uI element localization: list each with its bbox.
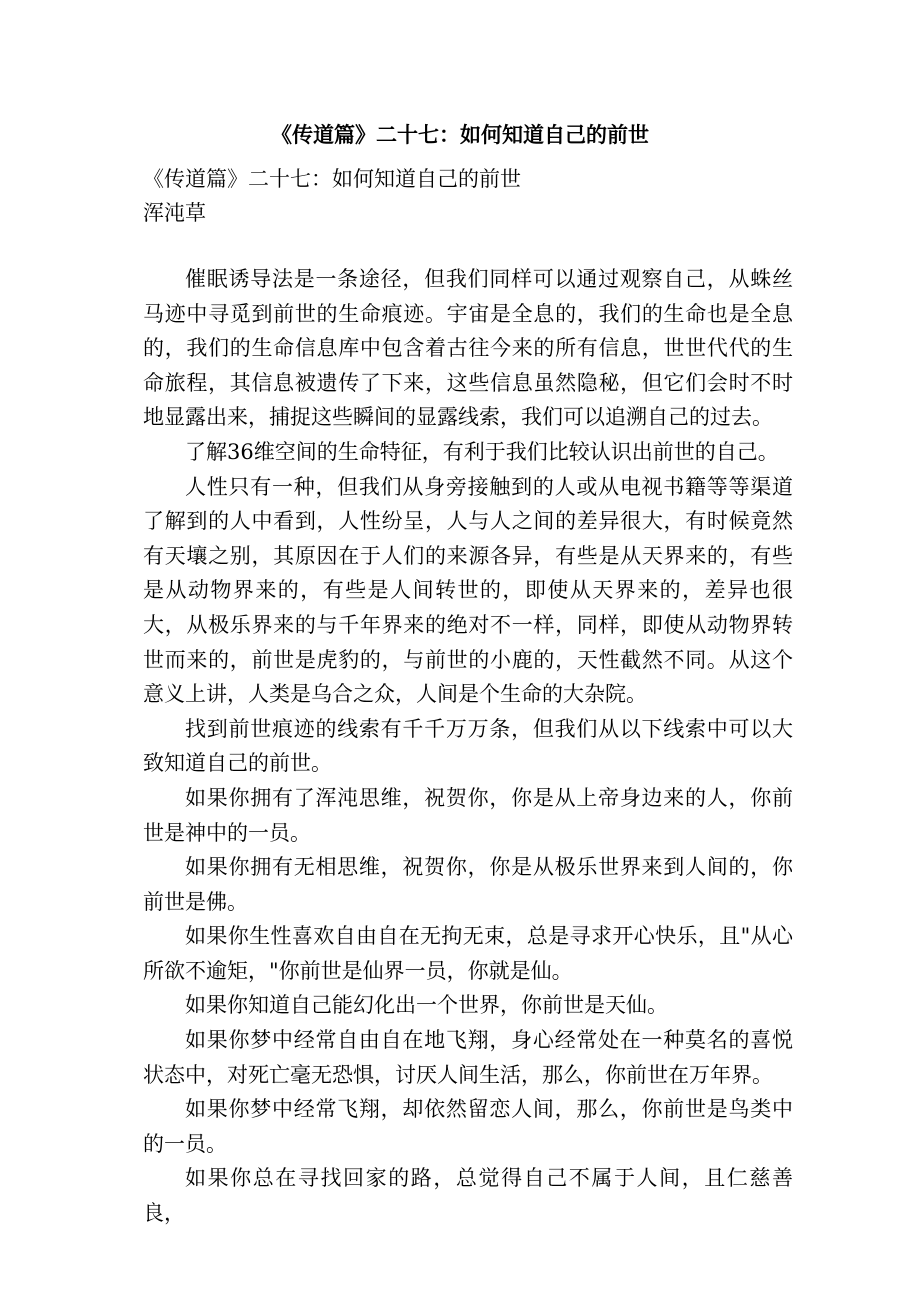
- author-name: 浑沌草: [143, 201, 206, 225]
- document-subtitle: 《传道篇》二十七：如何知道自己的前世: [143, 167, 521, 191]
- paragraph-8: 如果你知道自己能幻化出一个世界，你前世是天仙。: [185, 993, 668, 1018]
- paragraph-3: 人性只有一种，但我们从身旁接触到的人或从电视书籍等等渠道了解到的人中看到，人性纷呈，人与人之间的差异很大，有时候竟然有天壤之别，其原因在于人们的来源各异，有些是从天界来的，有些是从动物界来的，有些是人间转世的，即使从天界来的，差异也很大，从极乐界来的与千年界来的绝对不一样，同样，即使从动物界转世而来的，前世是虎豹的，与前世的小鹿的，天性截然不同。从这个意义上讲，人类是乌合之众，人间是个生命的大杂院。: [143, 474, 793, 707]
- paragraph-6: 如果你拥有无相思维，祝贺你，你是从极乐世界来到人间的，你前世是佛。: [143, 855, 793, 914]
- paragraph-10: 如果你梦中经常飞翔，却依然留恋人间，那么，你前世是鸟类中的一员。: [143, 1097, 793, 1156]
- article-body: [143, 262, 793, 1231]
- paragraph-5: 如果你拥有了浑沌思维，祝贺你，你是从上帝身边来的人，你前世是神中的一员。: [143, 785, 793, 845]
- paragraph-7: 如果你生性喜欢自由自在无拘无束，总是寻求开心快乐，且"从心所欲不逾矩，"你前世是仙界一员，你就是仙。: [143, 924, 793, 983]
- document-title: 《传道篇》二十七：如何知道自己的前世: [271, 122, 649, 147]
- paragraph-11: 如果你总在寻找回家的路，总觉得自己不属于人间，且仁慈善良，: [143, 1166, 793, 1226]
- paragraph-9: 如果你梦中经常自由自在地飞翔，身心经常处在一种莫名的喜悦状态中，对死亡毫无恐惧，讨厌人间生活，那么，你前世在万年界。: [143, 1028, 793, 1087]
- paragraph-4: 找到前世痕迹的线索有千千万万条，但我们从以下线索中可以大致知道自己的前世。: [143, 716, 793, 776]
- paragraph-1: 催眠诱导法是一条途径，但我们同样可以通过观察自己，从蛛丝马迹中寻觅到前世的生命痕迹。宇宙是全息的，我们的生命也是全息的，我们的生命信息库中包含着古往今来的所有信息，世世代代的生命旅程，其信息被遗传了下来，这些信息虽然隐秘，但它们会时不时地显露出来，捕捉这些瞬间的显露线索，我们可以追溯自己的过去。: [143, 267, 793, 430]
- paragraph-2: 了解36维空间的生命特征，有利于我们比较认识出前世的自己。: [185, 439, 779, 464]
